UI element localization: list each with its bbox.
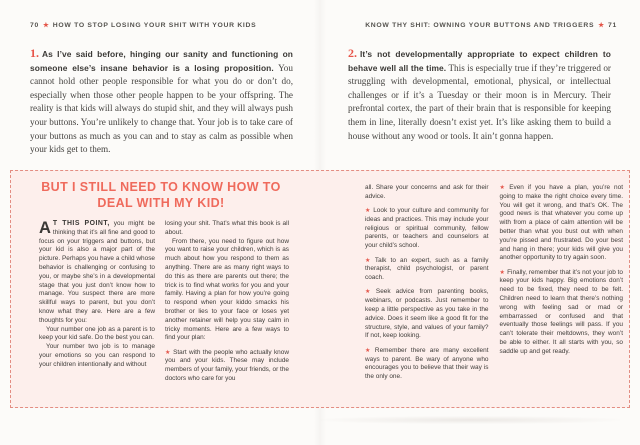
left-page-number: 70 <box>30 22 39 29</box>
callout-right-columns <box>365 184 623 382</box>
star-bullet-item <box>365 207 489 251</box>
callout-left-columns <box>39 220 289 384</box>
bullet-text: Finally, remember that it’s not your job to keep your kids happy. Big emotions don’t need to be fixed, they need to be felt. Children need to learn that there’s nothing wrong with feeling sad or mad or embarrassed or confused and that eventually those feelings will pass. If you can’t tolerate their meltdowns, they won’t be able to either. It all starts with you, so saddle up and get ready. <box>499 268 623 355</box>
star-bullet-item <box>365 257 489 283</box>
star-bullet-icon: ★ <box>499 268 506 276</box>
paragraph: Your number one job as a parent is to keep your kid safe. Do the best you can. <box>39 325 155 342</box>
point-1-number: 1. <box>30 46 39 60</box>
left-running-title: HOW TO STOP LOSING YOUR SHIT WITH YOUR KIDS <box>52 22 257 29</box>
paragraph: Your number two job is to manage your emotions so you can respond to your children intentionally and without <box>39 343 155 368</box>
paragraph: From there, you need to figure out how you want to raise your children, which is as much about how you respond to them as anything. There are as many right ways to do this as there are parents out there; the trick is to find what works for you and your family. Having a plan for how you’re going to respond when your kiddo smacks his brother or lies to your face or loses yet another retainer will help you stay calm in tricky moments. Here are a few ways to find your plan: <box>165 237 289 342</box>
paragraph: losing your shit. That’s what this book is all about. <box>165 220 289 236</box>
callout-box <box>10 170 630 408</box>
star-bullet-item <box>365 347 489 382</box>
star-bullet-icon: ★ <box>365 346 373 354</box>
star-bullet-item <box>500 269 624 357</box>
callout-column-2 <box>165 220 289 384</box>
callout-heading-line1: BUT I STILL NEED TO KNOW HOW TO <box>41 180 281 194</box>
star-bullet-item <box>365 288 489 341</box>
page-shadow <box>320 416 620 424</box>
smallcaps-lead: T THIS POINT, <box>52 220 110 227</box>
callout-heading-line2: DEAL WITH MY KID! <box>97 195 225 210</box>
numbered-point-1 <box>30 47 293 157</box>
star-icon: ★ <box>598 22 605 29</box>
star-bullet-item <box>500 184 624 263</box>
point-1-lead: As I’ve said before, hinging our sanity and functioning on someone else’s insane behavior is a losing proposition. <box>30 49 293 73</box>
star-bullet-icon: ★ <box>365 288 374 296</box>
point-1-body: You cannot hold other people responsible for what you do or don’t do, especially when those other people happen to be your offspring. The reality is that kids will always do stupid shit, and they will always push your buttons. You’re unlikely to change that. Your job is to take care of your buttons as much as you can and to stay as calm as possible when your kids get to them. <box>30 62 293 155</box>
bullet-text: Remember there are many excellent ways to parent. Be wary of anyone who encourages you to believe that their way is the only one. <box>365 346 489 381</box>
bullet-text: Even if you have a plan, you’re not going to make the right choice every time. You will get it wrong, and that’s OK. The good news is that whatever you come up with from a place of calm attention will be better than what you bust out with when you’re pissed and frustrated. Do your best and hang in there; your kids will give you another opportunity to try again soon. <box>499 184 623 262</box>
point-2-body: This is especially true if they’re triggered or struggling with developmental, emotional, physical, or intellectual challenges or if it’s a Tuesday or their moon is in Mercury. Their prefrontal cortex, the part of their brain that is responsible for keeping them in line, literally doesn’t exist yet. It’s like asking them to build a house without any wood or tools. It ain’t gonna happen. <box>348 62 611 141</box>
numbered-point-2 <box>348 47 611 143</box>
bullet-text: Seek advice from parenting books, webinars, or podcasts. Just remember to keep a little perspective as you take in the advice. Does it seem like a good fit for the structure, style, and values of your family? If not, keep looking. <box>365 288 489 340</box>
left-running-head <box>30 21 256 29</box>
bullet-text: Start with the people who actually know you and your kids. These may include members of your family, your friends, or the doctors who care for you <box>165 348 289 383</box>
right-running-title: KNOW THY SHIT: OWNING YOUR BUTTONS AND TRIGGERS <box>365 22 595 29</box>
bullet-text: Look to your culture and community for ideas and practices. This may include your religious or spiritual community, fellow parents, or teachers and counselors at your child’s school. <box>365 207 489 250</box>
star-bullet-icon: ★ <box>499 184 508 191</box>
paragraph-text: you might be thinking that it’s all fine and good to focus on your triggers and buttons, but your kid is also a major part of the picture. Perhaps you have a child whose behavior is challenging or confusing to you, or maybe she’s in a developmental stage that you just don’t know how to manage. You suspect there are more skillful ways to parent, but you don’t know what they are. Here are a few thoughts for you: <box>39 220 155 324</box>
right-page-number: 71 <box>608 22 617 29</box>
star-bullet-icon: ★ <box>165 348 172 356</box>
point-2-number: 2. <box>348 46 357 60</box>
point-2-lead: It’s not developmentally appropriate to expect children to behave well all the time. <box>348 49 611 73</box>
paragraph <box>39 220 155 326</box>
bullet-text: Talk to an expert, such as a family therapist, child psychologist, or parent coach. <box>365 256 489 282</box>
callout-column-4 <box>500 184 624 382</box>
paragraph: all. Share your concerns and ask for their advice. <box>365 184 489 200</box>
star-bullet-icon: ★ <box>365 207 372 215</box>
callout-heading <box>35 180 287 211</box>
callout-column-3 <box>365 184 489 382</box>
callout-column-1 <box>39 220 155 384</box>
star-icon: ★ <box>42 22 49 29</box>
star-bullet-icon: ★ <box>365 256 373 264</box>
star-bullet-item <box>165 349 289 384</box>
right-running-head <box>365 21 617 29</box>
dropcap-letter: A <box>39 219 51 237</box>
